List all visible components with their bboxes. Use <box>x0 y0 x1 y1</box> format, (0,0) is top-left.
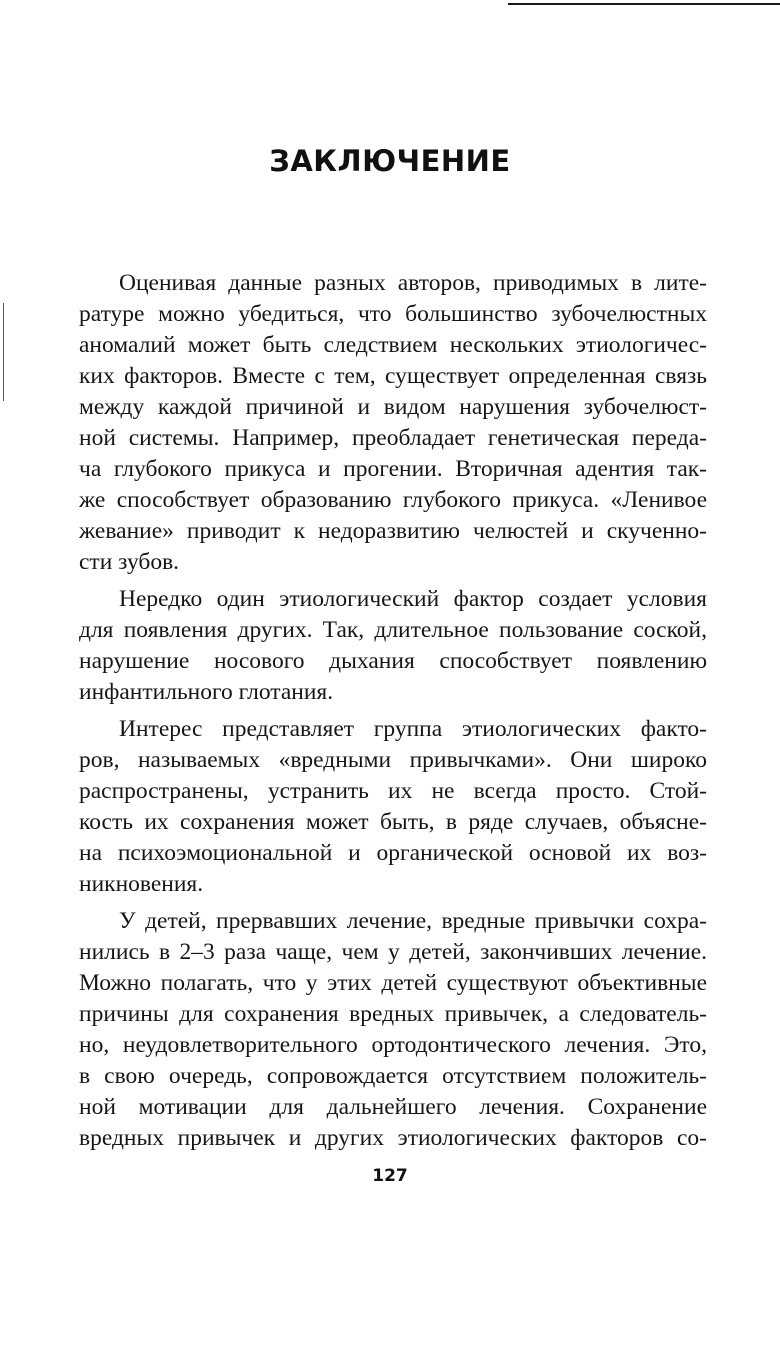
paragraph-2 <box>79 584 707 708</box>
text-line: Оценивая данные разных авторов, приводимых в лите- <box>119 270 707 296</box>
text-line: жевание» приводит к недоразвитию челюстей и скученно- <box>79 518 707 544</box>
text-line: вредных привычек и других этиологических факторов со- <box>79 1125 707 1151</box>
text-line: никновения. <box>79 871 204 897</box>
body-text <box>79 268 707 1160</box>
text-line: на психоэмоциональной и органической основой их воз- <box>79 840 707 866</box>
text-line: ной мотивации для дальнейшего лечения. Сохранение <box>79 1094 707 1120</box>
text-line: кость их сохранения может быть, в ряде случаев, объясне- <box>79 809 707 835</box>
text-line: для появления других. Так, длительное пользование соской, <box>79 617 707 643</box>
text-line: сти зубов. <box>79 549 180 575</box>
text-line: Нередко один этиологический фактор создает условия <box>119 586 707 612</box>
text-line: инфантильного глотания. <box>79 679 334 705</box>
margin-mark <box>3 303 4 401</box>
text-line: У детей, прервавших лечение, вредные привычки сохра- <box>119 908 707 934</box>
top-rule <box>508 3 780 5</box>
text-line: Можно полагать, что у этих детей существуют объективные <box>79 970 707 996</box>
text-line: ров, называемых «вредными привычками». Они широко <box>79 747 707 773</box>
text-line: ча глубокого прикуса и прогении. Вторичная адентия так- <box>79 456 707 482</box>
text-line: ратуре можно убедиться, что большинство зубочелюстных <box>79 301 707 327</box>
text-line: причины для сохранения вредных привычек, а следователь- <box>79 1001 707 1027</box>
text-line: аномалий может быть следствием нескольких этиологичес- <box>79 332 707 358</box>
text-line: ких факторов. Вместе с тем, существует определенная связь <box>79 363 707 389</box>
chapter-heading: ЗАКЛЮЧЕНИЕ <box>269 144 511 178</box>
text-line: распространены, устранить их не всегда просто. Стой- <box>79 778 707 804</box>
text-line: в свою очередь, сопровождается отсутствием положитель- <box>79 1063 707 1089</box>
text-line: ной системы. Например, преобладает генетическая переда- <box>79 425 707 451</box>
paragraph-3 <box>79 714 707 900</box>
text-line: между каждой причиной и видом нарушения зубочелюст- <box>79 394 707 420</box>
text-line: же способствует образованию глубокого прикуса. «Ленивое <box>79 487 707 513</box>
text-line: нарушение носового дыхания способствует появлению <box>79 648 707 674</box>
text-line: но, неудовлетворительного ортодонтического лечения. Это, <box>79 1032 707 1058</box>
text-line: нились в 2–3 раза чаще, чем у детей, закончивших лечение. <box>79 939 707 965</box>
page-number: 127 <box>372 1166 408 1186</box>
text-line: Интерес представляет группа этиологических факто- <box>119 716 707 742</box>
paragraph-1 <box>79 268 707 578</box>
paragraph-4 <box>79 906 707 1154</box>
